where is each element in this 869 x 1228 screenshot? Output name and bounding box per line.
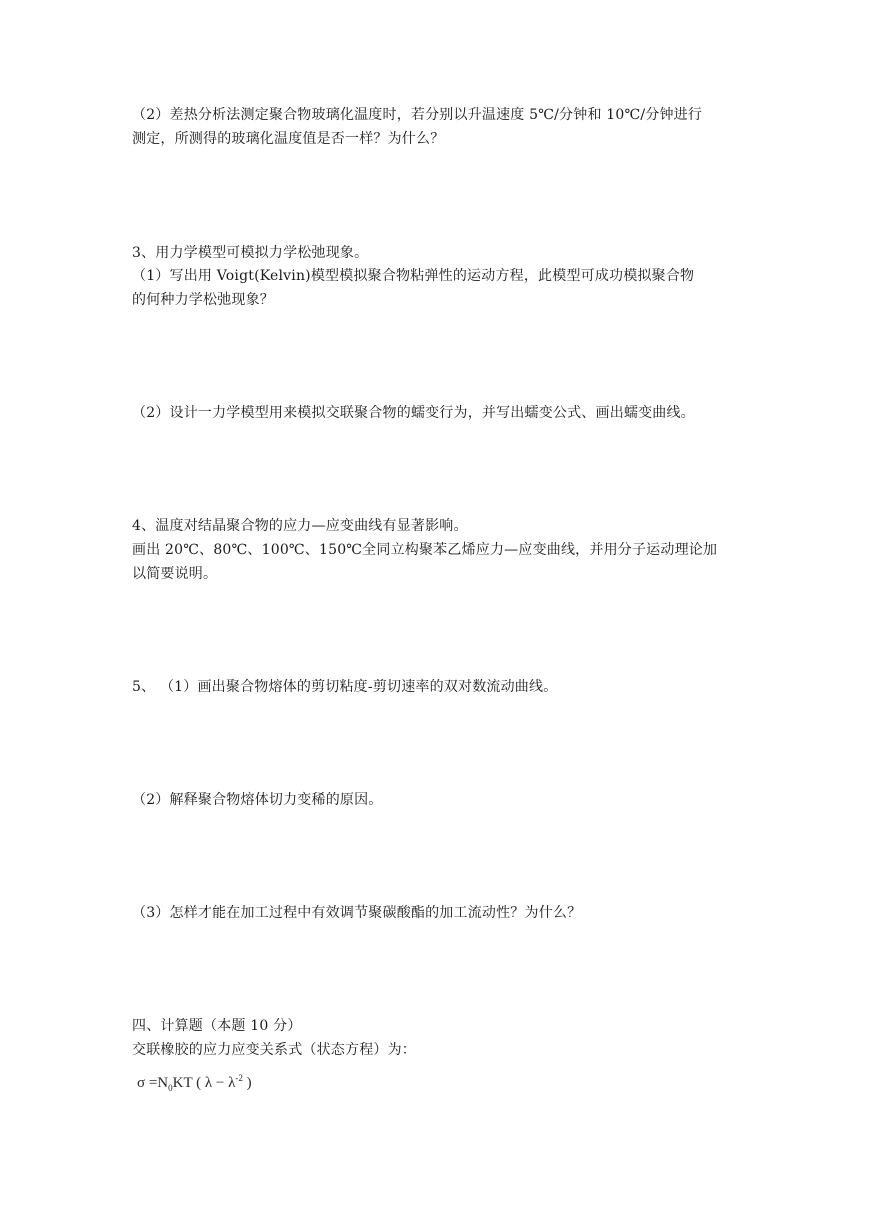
formula-subscript: 0	[168, 1083, 173, 1093]
formula-lhs: σ =N	[137, 1075, 169, 1091]
formula-superscript: -2	[235, 1073, 243, 1083]
q5-part3: （3）怎样才能在加工过程中有效调节聚碳酸酯的加工流动性？为什么？	[132, 905, 582, 921]
q4-line1: 画出 20℃、80℃、100℃、150℃全同立构聚苯乙烯应力—应变曲线，并用分子运动理论加	[132, 542, 718, 558]
q5-part2: （2）解释聚合物熔体切力变稀的原因。	[132, 792, 383, 808]
q3-part1-line1: （1）写出用 Voigt(Kelvin)模型模拟聚合物粘弹性的运动方程，此模型可成功模拟聚合物	[132, 268, 695, 284]
q3-part2: （2）设计一力学模型用来模拟交联聚合物的蠕变行为，并写出蠕变公式、画出蠕变曲线。	[132, 405, 695, 421]
formula-end: )	[242, 1075, 252, 1091]
q5-part1: 5、 （1）画出聚合物熔体的剪切粘度-剪切速率的双对数流动曲线。	[132, 679, 558, 695]
section4-title: 四、计算题（本题 10 分）	[132, 1018, 302, 1034]
q2-part2-line2: 测定，所测得的玻璃化温度值是否一样？为什么？	[132, 131, 445, 147]
q2-part2-line1: （2）差热分析法测定聚合物玻璃化温度时，若分别以升温速度 5℃/分钟和 10℃/分钟进行	[132, 107, 703, 123]
formula-kt: KT ( λ − λ	[172, 1075, 236, 1091]
section4-intro: 交联橡胶的应力应变关系式（状态方程）为：	[132, 1042, 416, 1058]
q3-title: 3、用力学模型可模拟力学松弛现象。	[132, 245, 369, 261]
q3-part1-line2: 的何种力学松弛现象？	[132, 292, 274, 308]
q4-title: 4、温度对结晶聚合物的应力—应变曲线有显著影响。	[132, 518, 468, 534]
state-equation-formula	[137, 1073, 252, 1093]
q4-line2: 以简要说明。	[132, 566, 218, 582]
